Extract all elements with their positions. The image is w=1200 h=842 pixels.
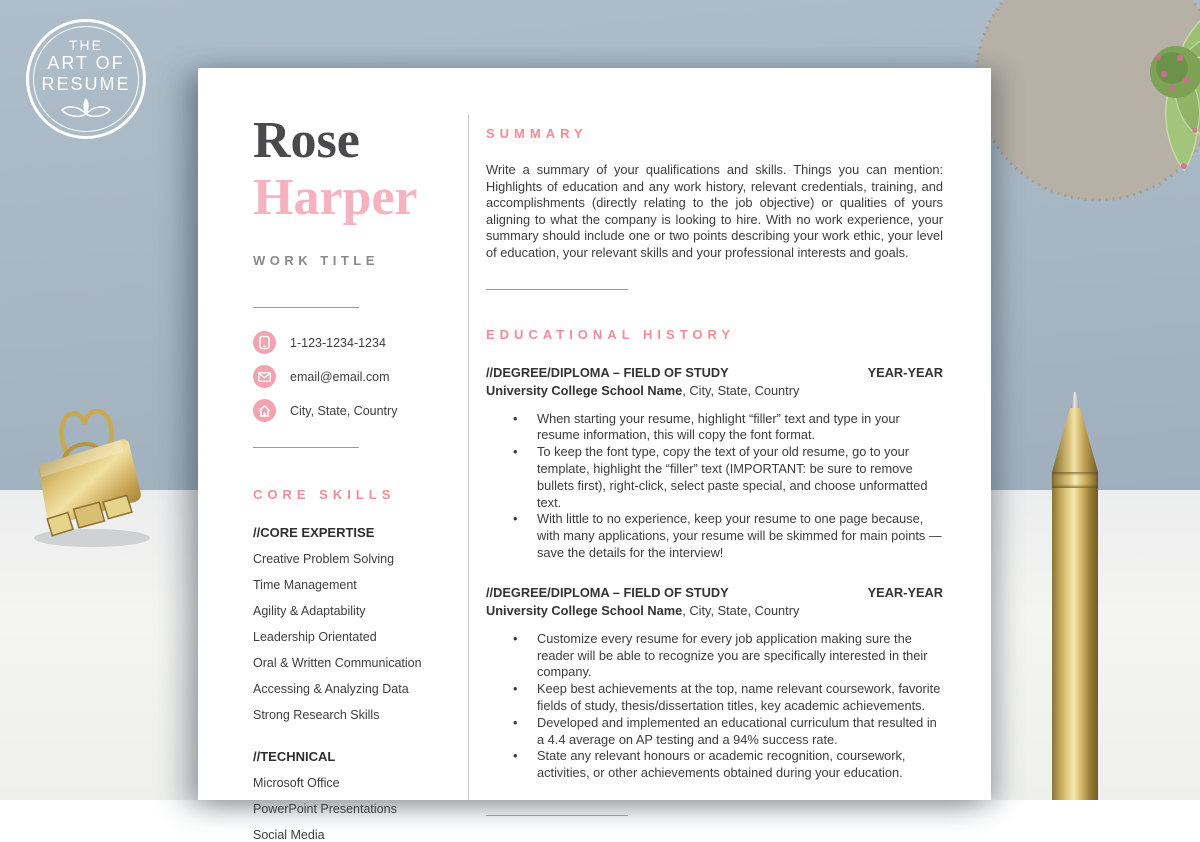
binder-clip (14, 396, 164, 556)
right-column (486, 68, 943, 816)
school-location: , City, State, Country (682, 602, 800, 618)
skill-item: Time Management (253, 578, 357, 592)
pen-band (1052, 472, 1098, 488)
skill-item: Social Media (253, 828, 325, 842)
pen-barrel (1052, 488, 1098, 800)
gold-pen (1052, 392, 1098, 800)
school-line (486, 383, 943, 398)
pen-cone (1052, 408, 1098, 472)
brand-logo (26, 19, 146, 139)
email-address: email@email.com (290, 369, 390, 384)
school-line (486, 603, 943, 618)
phone-number: 1-123-1234-1234 (290, 335, 386, 350)
school-name: University College School Name (486, 602, 683, 618)
technical-title: //TECHNICAL (253, 749, 336, 764)
divider (253, 447, 359, 448)
skill-item: Leadership Orientated (253, 630, 377, 644)
education-entry-header (486, 365, 943, 380)
education-bullets (486, 631, 943, 782)
degree-title: //DEGREE/DIPLOMA – FIELD OF STUDY (486, 364, 729, 380)
skill-item: Strong Research Skills (253, 708, 380, 722)
phone-icon (253, 331, 276, 354)
education-entry-header (486, 585, 943, 600)
divider (253, 307, 359, 308)
contact-address (253, 399, 469, 422)
degree-years: YEAR-YEAR (867, 584, 943, 600)
skill-item: Creative Problem Solving (253, 552, 395, 566)
summary-text: Write a summary of your qualifications and skills. Things you can mention: Highlights of education and any work history, relevant credentials, training, and accomplishments (directly relating to the job objective) or qualities of yours aligning to what the company is looking to hire. With no work experience, your summary should include one or two points describing your work ethic, your level of education, your relevant skills and your professional interests and goals. (486, 162, 943, 260)
bullet-item: • When starting your resume, highlight “filler” text and type in your resume information, this will copy the font format. (486, 411, 943, 445)
skill-item: Microsoft Office (253, 776, 340, 790)
school-location: , City, State, Country (682, 382, 800, 398)
summary-heading: SUMMARY (486, 126, 588, 141)
logo-text-line: THE (69, 37, 103, 53)
logo-text-line: ART OF (47, 53, 125, 73)
skill-item: Agility & Adaptability (253, 604, 366, 618)
core-expertise-title: //CORE EXPERTISE (253, 525, 375, 540)
bullet-item: • Keep best achievements at the top, name relevant coursework, favorite fields of study, thesis/dissertation titles, key academic achievements. (486, 681, 943, 715)
first-name: Rose (253, 112, 360, 169)
address-text: City, State, Country (290, 403, 398, 418)
bullet-item: • With little to no experience, keep your resume to one page because, with many applications, your resume will be skimmed for main points — save the details for the interview! (486, 511, 943, 561)
candidate-name (253, 112, 469, 226)
bullet-item: • State any relevant honours or academic recognition, coursework, activities, or other achievements obtained during your education. (486, 748, 943, 782)
divider (486, 289, 628, 290)
work-title: WORK TITLE (253, 253, 379, 268)
contact-email (253, 365, 469, 388)
contact-list (253, 331, 469, 422)
skill-item: Oral & Written Communication (253, 656, 422, 670)
logo-text-line: RESUME (41, 74, 131, 94)
lotus-icon (59, 97, 113, 121)
bullet-item: • Customize every resume for every job application making sure the reader will be able to recognize you are specifically interested in their company. (486, 631, 943, 681)
skill-item: PowerPoint Presentations (253, 802, 397, 816)
home-icon (253, 399, 276, 422)
last-name: Harper (253, 169, 418, 226)
mail-icon (253, 365, 276, 388)
school-name: University College School Name (486, 382, 683, 398)
degree-title: //DEGREE/DIPLOMA – FIELD OF STUDY (486, 584, 729, 600)
contact-phone (253, 331, 469, 354)
divider (486, 815, 628, 816)
bullet-item: • To keep the font type, copy the text of your old resume, go to your template, highlight the “filler” text (IMPORTANT: be sure to remove bullets first), right-click, select paste special, and choose unformatted text. (486, 444, 943, 511)
education-heading: EDUCATIONAL HISTORY (486, 326, 736, 342)
rosette-center (1150, 46, 1200, 98)
resume-page (198, 68, 991, 842)
succulent-plant (968, 0, 1200, 242)
education-bullets (486, 411, 943, 562)
left-column (253, 68, 469, 842)
bullet-item: • Developed and implemented an educational curriculum that resulted in a 4.4 average on AP testing and a 94% success rate. (486, 715, 943, 749)
skill-item: Accessing & Analyzing Data (253, 682, 409, 696)
core-skills-heading: CORE SKILLS (253, 487, 396, 502)
degree-years: YEAR-YEAR (867, 364, 943, 380)
